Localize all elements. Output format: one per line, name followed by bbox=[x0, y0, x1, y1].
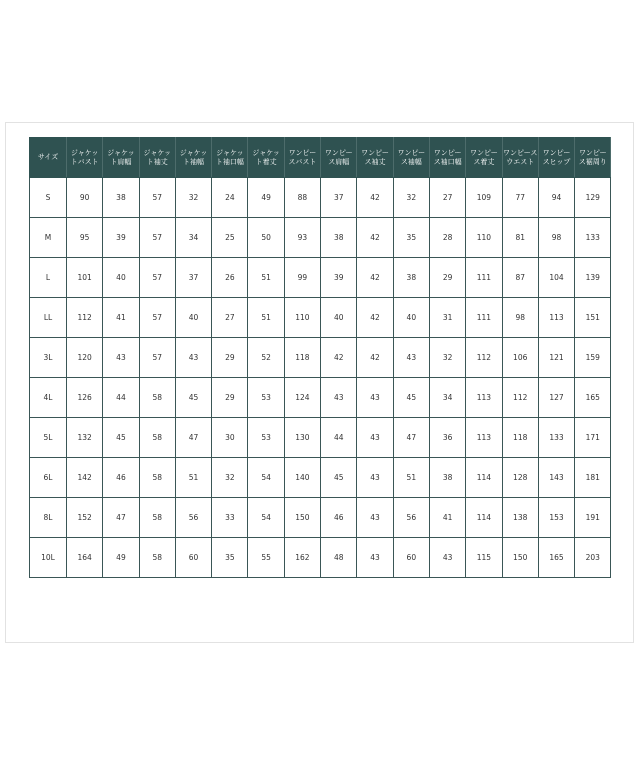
measurement-cell: 112 bbox=[502, 378, 538, 418]
measurement-cell: 27 bbox=[212, 298, 248, 338]
measurement-cell: 191 bbox=[575, 498, 611, 538]
size-label-cell: 4L bbox=[30, 378, 67, 418]
header-cell: ワンピー ス袖丈 bbox=[357, 138, 393, 178]
measurement-cell: 43 bbox=[357, 538, 393, 578]
header-cell: ジャケッ ト袖幅 bbox=[175, 138, 211, 178]
measurement-cell: 126 bbox=[67, 378, 103, 418]
measurement-cell: 110 bbox=[284, 298, 320, 338]
measurement-cell: 120 bbox=[67, 338, 103, 378]
measurement-cell: 41 bbox=[429, 498, 465, 538]
size-label-cell: L bbox=[30, 258, 67, 298]
measurement-cell: 42 bbox=[357, 258, 393, 298]
measurement-cell: 42 bbox=[357, 338, 393, 378]
measurement-cell: 45 bbox=[103, 418, 139, 458]
measurement-cell: 60 bbox=[175, 538, 211, 578]
measurement-cell: 44 bbox=[321, 418, 357, 458]
measurement-cell: 113 bbox=[466, 418, 502, 458]
header-cell: ワンピー ス袖幅 bbox=[393, 138, 429, 178]
header-cell: ワンピー スバスト bbox=[284, 138, 320, 178]
measurement-cell: 40 bbox=[393, 298, 429, 338]
measurement-cell: 45 bbox=[321, 458, 357, 498]
measurement-cell: 140 bbox=[284, 458, 320, 498]
header-cell: ジャケッ ト袖丈 bbox=[139, 138, 175, 178]
table-row bbox=[30, 378, 611, 418]
measurement-cell: 43 bbox=[357, 418, 393, 458]
header-cell: ジャケッ トバスト bbox=[67, 138, 103, 178]
measurement-cell: 32 bbox=[212, 458, 248, 498]
measurement-cell: 43 bbox=[357, 378, 393, 418]
measurement-cell: 38 bbox=[429, 458, 465, 498]
table-row bbox=[30, 218, 611, 258]
header-cell: ジャケッ ト肩幅 bbox=[103, 138, 139, 178]
measurement-cell: 47 bbox=[393, 418, 429, 458]
measurement-cell: 51 bbox=[175, 458, 211, 498]
measurement-cell: 109 bbox=[466, 178, 502, 218]
measurement-cell: 35 bbox=[393, 218, 429, 258]
measurement-cell: 111 bbox=[466, 298, 502, 338]
header-row bbox=[30, 138, 611, 178]
measurement-cell: 95 bbox=[67, 218, 103, 258]
measurement-cell: 99 bbox=[284, 258, 320, 298]
measurement-cell: 48 bbox=[321, 538, 357, 578]
size-label-cell: LL bbox=[30, 298, 67, 338]
measurement-cell: 24 bbox=[212, 178, 248, 218]
measurement-cell: 42 bbox=[357, 178, 393, 218]
measurement-cell: 40 bbox=[103, 258, 139, 298]
measurement-cell: 40 bbox=[321, 298, 357, 338]
measurement-cell: 127 bbox=[538, 378, 574, 418]
measurement-cell: 150 bbox=[502, 538, 538, 578]
measurement-cell: 34 bbox=[429, 378, 465, 418]
measurement-cell: 35 bbox=[212, 538, 248, 578]
measurement-cell: 29 bbox=[212, 338, 248, 378]
measurement-cell: 41 bbox=[103, 298, 139, 338]
measurement-cell: 181 bbox=[575, 458, 611, 498]
measurement-cell: 32 bbox=[175, 178, 211, 218]
size-chart-table bbox=[29, 137, 611, 578]
measurement-cell: 43 bbox=[103, 338, 139, 378]
measurement-cell: 37 bbox=[321, 178, 357, 218]
measurement-cell: 39 bbox=[103, 218, 139, 258]
header-cell: ジャケッ ト袖口幅 bbox=[212, 138, 248, 178]
measurement-cell: 150 bbox=[284, 498, 320, 538]
measurement-cell: 54 bbox=[248, 458, 284, 498]
measurement-cell: 203 bbox=[575, 538, 611, 578]
measurement-cell: 81 bbox=[502, 218, 538, 258]
measurement-cell: 165 bbox=[538, 538, 574, 578]
measurement-cell: 51 bbox=[248, 298, 284, 338]
measurement-cell: 32 bbox=[393, 178, 429, 218]
measurement-cell: 34 bbox=[175, 218, 211, 258]
measurement-cell: 29 bbox=[212, 378, 248, 418]
measurement-cell: 143 bbox=[538, 458, 574, 498]
measurement-cell: 32 bbox=[429, 338, 465, 378]
measurement-cell: 142 bbox=[67, 458, 103, 498]
measurement-cell: 36 bbox=[429, 418, 465, 458]
measurement-cell: 128 bbox=[502, 458, 538, 498]
measurement-cell: 56 bbox=[175, 498, 211, 538]
measurement-cell: 46 bbox=[321, 498, 357, 538]
measurement-cell: 77 bbox=[502, 178, 538, 218]
measurement-cell: 56 bbox=[393, 498, 429, 538]
measurement-cell: 58 bbox=[139, 538, 175, 578]
measurement-cell: 130 bbox=[284, 418, 320, 458]
table-row bbox=[30, 298, 611, 338]
measurement-cell: 51 bbox=[393, 458, 429, 498]
measurement-cell: 133 bbox=[575, 218, 611, 258]
measurement-cell: 94 bbox=[538, 178, 574, 218]
measurement-cell: 57 bbox=[139, 338, 175, 378]
measurement-cell: 50 bbox=[248, 218, 284, 258]
measurement-cell: 90 bbox=[67, 178, 103, 218]
measurement-cell: 164 bbox=[67, 538, 103, 578]
measurement-cell: 28 bbox=[429, 218, 465, 258]
measurement-cell: 165 bbox=[575, 378, 611, 418]
measurement-cell: 110 bbox=[466, 218, 502, 258]
measurement-cell: 151 bbox=[575, 298, 611, 338]
size-label-cell: 6L bbox=[30, 458, 67, 498]
header-cell: ワンピー ス着丈 bbox=[466, 138, 502, 178]
measurement-cell: 121 bbox=[538, 338, 574, 378]
header-cell: ワンピー スヒップ bbox=[538, 138, 574, 178]
measurement-cell: 26 bbox=[212, 258, 248, 298]
measurement-cell: 54 bbox=[248, 498, 284, 538]
measurement-cell: 112 bbox=[466, 338, 502, 378]
measurement-cell: 111 bbox=[466, 258, 502, 298]
measurement-cell: 43 bbox=[357, 498, 393, 538]
measurement-cell: 25 bbox=[212, 218, 248, 258]
measurement-cell: 138 bbox=[502, 498, 538, 538]
measurement-cell: 29 bbox=[429, 258, 465, 298]
size-label-cell: M bbox=[30, 218, 67, 258]
table-row bbox=[30, 538, 611, 578]
measurement-cell: 171 bbox=[575, 418, 611, 458]
measurement-cell: 38 bbox=[393, 258, 429, 298]
measurement-cell: 159 bbox=[575, 338, 611, 378]
measurement-cell: 132 bbox=[67, 418, 103, 458]
measurement-cell: 57 bbox=[139, 178, 175, 218]
measurement-cell: 93 bbox=[284, 218, 320, 258]
measurement-cell: 106 bbox=[502, 338, 538, 378]
measurement-cell: 104 bbox=[538, 258, 574, 298]
measurement-cell: 49 bbox=[103, 538, 139, 578]
size-chart-body bbox=[30, 178, 611, 578]
measurement-cell: 113 bbox=[466, 378, 502, 418]
measurement-cell: 39 bbox=[321, 258, 357, 298]
measurement-cell: 101 bbox=[67, 258, 103, 298]
measurement-cell: 58 bbox=[139, 378, 175, 418]
measurement-cell: 88 bbox=[284, 178, 320, 218]
size-label-cell: 5L bbox=[30, 418, 67, 458]
table-row bbox=[30, 418, 611, 458]
measurement-cell: 43 bbox=[357, 458, 393, 498]
table-row bbox=[30, 258, 611, 298]
measurement-cell: 43 bbox=[175, 338, 211, 378]
header-cell: ワンピース ウエスト bbox=[502, 138, 538, 178]
measurement-cell: 153 bbox=[538, 498, 574, 538]
measurement-cell: 47 bbox=[175, 418, 211, 458]
measurement-cell: 162 bbox=[284, 538, 320, 578]
measurement-cell: 40 bbox=[175, 298, 211, 338]
table-row bbox=[30, 178, 611, 218]
measurement-cell: 115 bbox=[466, 538, 502, 578]
header-size: サイズ bbox=[30, 138, 67, 178]
measurement-cell: 55 bbox=[248, 538, 284, 578]
measurement-cell: 118 bbox=[284, 338, 320, 378]
size-chart-header bbox=[30, 138, 611, 178]
measurement-cell: 44 bbox=[103, 378, 139, 418]
measurement-cell: 58 bbox=[139, 458, 175, 498]
measurement-cell: 114 bbox=[466, 458, 502, 498]
measurement-cell: 43 bbox=[429, 538, 465, 578]
table-row bbox=[30, 338, 611, 378]
measurement-cell: 57 bbox=[139, 258, 175, 298]
measurement-cell: 57 bbox=[139, 218, 175, 258]
header-cell: ワンピー ス裾周り bbox=[575, 138, 611, 178]
table-row bbox=[30, 498, 611, 538]
table-row bbox=[30, 458, 611, 498]
measurement-cell: 133 bbox=[538, 418, 574, 458]
measurement-cell: 45 bbox=[393, 378, 429, 418]
measurement-cell: 30 bbox=[212, 418, 248, 458]
measurement-cell: 57 bbox=[139, 298, 175, 338]
size-label-cell: 3L bbox=[30, 338, 67, 378]
measurement-cell: 43 bbox=[393, 338, 429, 378]
measurement-cell: 129 bbox=[575, 178, 611, 218]
measurement-cell: 31 bbox=[429, 298, 465, 338]
measurement-cell: 58 bbox=[139, 418, 175, 458]
measurement-cell: 27 bbox=[429, 178, 465, 218]
measurement-cell: 139 bbox=[575, 258, 611, 298]
measurement-cell: 38 bbox=[103, 178, 139, 218]
measurement-cell: 52 bbox=[248, 338, 284, 378]
measurement-cell: 43 bbox=[321, 378, 357, 418]
measurement-cell: 42 bbox=[321, 338, 357, 378]
measurement-cell: 37 bbox=[175, 258, 211, 298]
size-label-cell: 10L bbox=[30, 538, 67, 578]
measurement-cell: 46 bbox=[103, 458, 139, 498]
measurement-cell: 38 bbox=[321, 218, 357, 258]
measurement-cell: 112 bbox=[67, 298, 103, 338]
header-cell: ジャケッ ト着丈 bbox=[248, 138, 284, 178]
size-label-cell: S bbox=[30, 178, 67, 218]
measurement-cell: 42 bbox=[357, 298, 393, 338]
header-cell: ワンピー ス袖口幅 bbox=[429, 138, 465, 178]
measurement-cell: 60 bbox=[393, 538, 429, 578]
measurement-cell: 58 bbox=[139, 498, 175, 538]
measurement-cell: 152 bbox=[67, 498, 103, 538]
measurement-cell: 51 bbox=[248, 258, 284, 298]
header-cell: ワンピー ス肩幅 bbox=[321, 138, 357, 178]
measurement-cell: 118 bbox=[502, 418, 538, 458]
measurement-cell: 87 bbox=[502, 258, 538, 298]
measurement-cell: 124 bbox=[284, 378, 320, 418]
measurement-cell: 53 bbox=[248, 378, 284, 418]
measurement-cell: 53 bbox=[248, 418, 284, 458]
measurement-cell: 113 bbox=[538, 298, 574, 338]
measurement-cell: 42 bbox=[357, 218, 393, 258]
size-label-cell: 8L bbox=[30, 498, 67, 538]
measurement-cell: 114 bbox=[466, 498, 502, 538]
measurement-cell: 98 bbox=[538, 218, 574, 258]
measurement-cell: 47 bbox=[103, 498, 139, 538]
measurement-cell: 98 bbox=[502, 298, 538, 338]
measurement-cell: 49 bbox=[248, 178, 284, 218]
measurement-cell: 33 bbox=[212, 498, 248, 538]
measurement-cell: 45 bbox=[175, 378, 211, 418]
